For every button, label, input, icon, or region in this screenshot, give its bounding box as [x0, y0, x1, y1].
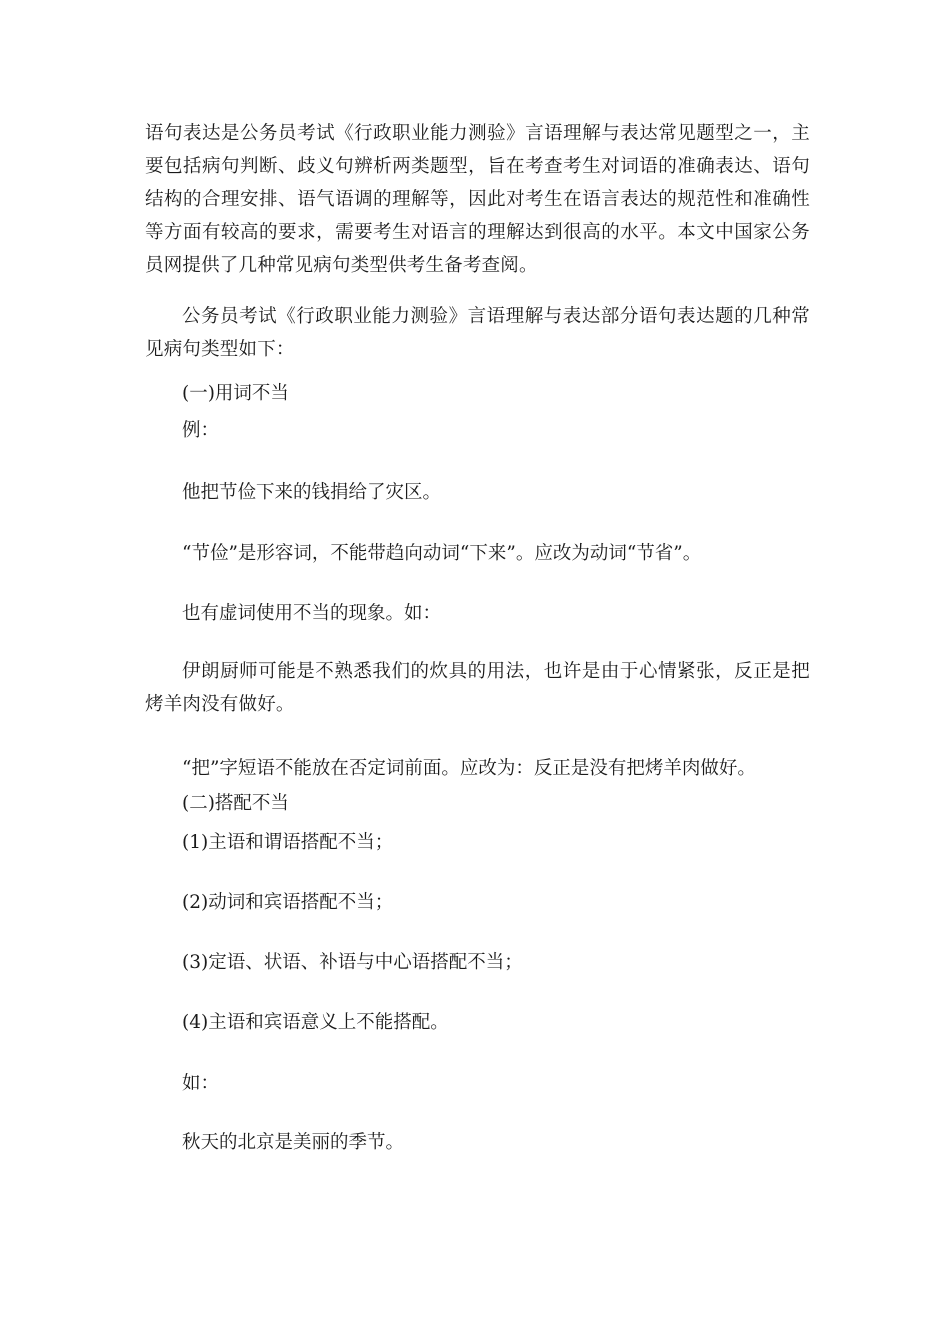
section-heading-improper-word-use: (一)用词不当	[182, 383, 289, 404]
example-sentence: 他把节俭下来的钱捐给了灾区。	[182, 482, 442, 503]
list-item-4: (4)主语和宾语意义上不能搭配。	[182, 1012, 449, 1033]
example-sentence-beijing: 秋天的北京是美丽的季节。	[182, 1132, 405, 1153]
overview-paragraph: 公务员考试《行政职业能力测验》言语理解与表达部分语句表达题的几种常见病句类型如下：	[145, 306, 810, 360]
function-word-note: 也有虚词使用不当的现象。如：	[182, 603, 442, 624]
list-item-3: (3)定语、状语、补语与中心语搭配不当；	[182, 952, 523, 973]
example-label: 例：	[182, 420, 220, 441]
list-item-1: (1)主语和谓语搭配不当；	[182, 832, 394, 853]
example-label-2: 如：	[182, 1073, 220, 1094]
example-explanation: “节俭”是形容词，不能带趋向动词“下来”。应改为动词“节省”。	[182, 543, 702, 564]
intro-paragraph: 语句表达是公务员考试《行政职业能力测验》言语理解与表达常见题型之一，主要包括病句判断、歧义句辨析两类题型，旨在考查考生对词语的准确表达、语句结构的合理安排、语气语调的理解等，因此对考生在语言表达的规范性和准确性等方面有较高的要求，需要考生对语言的理解达到很高的水平。本文中国家公务员网提供了几种常见病句类型供考生备考查阅。	[145, 123, 810, 276]
list-item-2: (2)动词和宾语搭配不当；	[182, 892, 394, 913]
section-heading-collocation: (二)搭配不当	[182, 793, 289, 814]
example-sentence-chef: 伊朗厨师可能是不熟悉我们的炊具的用法，也许是由于心情紧张，反正是把烤羊肉没有做好。	[145, 661, 810, 715]
example-explanation-ba: “把”字短语不能放在否定词前面。应改为：反正是没有把烤羊肉做好。	[182, 758, 756, 779]
